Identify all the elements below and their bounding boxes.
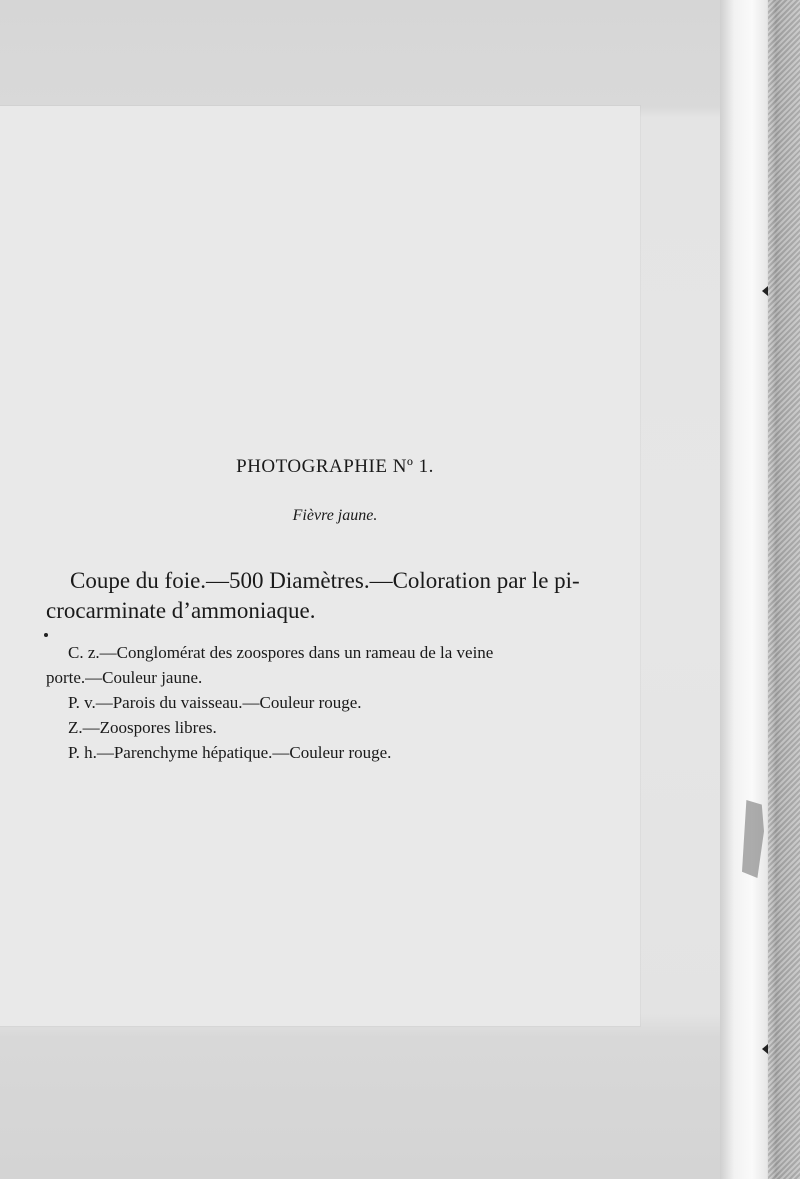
legend-line: C. z.—Conglomérat des zoospores dans un rameau de la veine <box>68 643 494 662</box>
binding-mark-top <box>762 286 768 296</box>
binding-mark-bottom <box>762 1044 768 1054</box>
binding-cloth <box>768 0 800 1179</box>
description-line: Coupe du foie.—500 Diamètres.—Coloration par le pi- <box>70 568 580 593</box>
legend-line: porte.—Couleur jaune. <box>46 668 203 687</box>
description-paragraph <box>46 566 646 626</box>
page-title: PHOTOGRAPHIE Nº 1. <box>236 456 434 477</box>
legend-line: P. v.—Parois du vaisseau.—Couleur rouge. <box>68 693 362 712</box>
page-subtitle: Fièvre jaune. <box>292 507 378 524</box>
legend-line: Z.—Zoospores libres. <box>68 718 217 737</box>
legend-line: P. h.—Parenchyme hépatique.—Couleur rouge. <box>68 743 392 762</box>
legend-block <box>46 640 636 765</box>
ink-dot <box>44 633 48 637</box>
description-line: crocarminate d’ammoniaque. <box>46 598 316 623</box>
